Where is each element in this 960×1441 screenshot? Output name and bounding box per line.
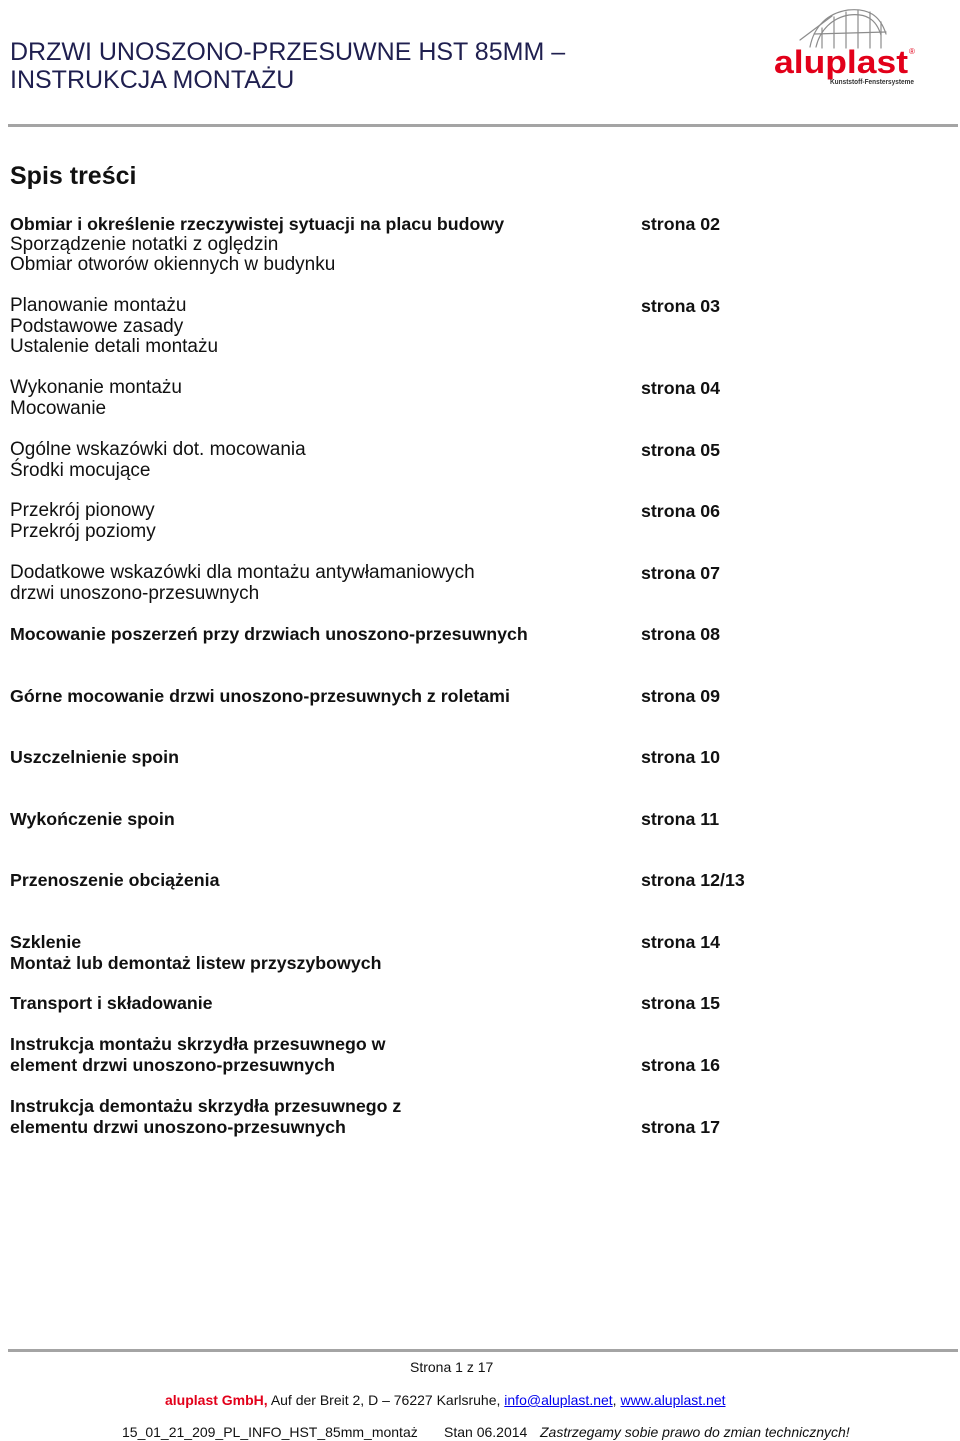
- toc-entry-page: strona 14: [641, 932, 721, 952]
- toc-entry-subtitle: Przekrój poziomy: [10, 520, 156, 542]
- link-separator: ,: [612, 1392, 617, 1408]
- toc-entry-title: Wykonanie montażu: [10, 377, 182, 398]
- house-sketch-transom: [814, 32, 886, 34]
- toc-entry-title-continued: drzwi unoszono-przesuwnych: [10, 582, 260, 604]
- toc-entry-page: strona 10: [641, 747, 721, 767]
- toc-entry-title: Obmiar i określenie rzeczywistej sytuacji na placu budowy: [10, 214, 505, 234]
- company-name: aluplast GmbH,: [165, 1392, 268, 1408]
- toc-entry-subtitle: Ustalenie detali montażu: [10, 336, 219, 357]
- toc-entry-page: strona 06: [641, 501, 721, 521]
- toc-entry-subtitle: Montaż lub demontaż listew przyszybowych: [10, 952, 382, 973]
- toc-entry: [10, 932, 770, 973]
- toc-heading: Spis treści: [10, 162, 137, 190]
- header-divider: [8, 124, 958, 127]
- toc-entry-page: strona 17: [641, 1116, 721, 1137]
- toc-entry-title: Uszczelnienie spoin: [10, 747, 179, 767]
- toc-entry-title: Mocowanie poszerzeń przy drzwiach unoszono-przesuwnych: [10, 624, 528, 644]
- logo-tagline-text: Kunststoff-Fenstersysteme: [830, 77, 914, 86]
- toc-entry-title: Transport i składowanie: [10, 993, 213, 1013]
- toc-entry-page: strona 15: [641, 993, 721, 1013]
- toc-entry: [10, 501, 770, 542]
- toc-entry-title-continued: elementu drzwi unoszono-przesuwnych: [10, 1116, 346, 1137]
- toc-entry-subtitle: Podstawowe zasady: [10, 315, 184, 337]
- toc-entry: [10, 1034, 770, 1075]
- toc-entry-title: Dodatkowe wskazówki dla montażu antywłamaniowych: [10, 562, 475, 583]
- toc-entry-title: Przekrój pionowy: [10, 500, 155, 521]
- document-title-line-2: INSTRUKCJA MONTAŻU: [10, 66, 295, 94]
- house-sketch-perspective: [800, 16, 832, 40]
- toc-entry-page: strona 04: [641, 378, 721, 398]
- toc-entry: [10, 378, 770, 419]
- toc-entry-page: strona 02: [641, 214, 721, 234]
- company-address: Auf der Breit 2, D – 76227 Karlsruhe,: [270, 1392, 501, 1408]
- toc-entry: [10, 440, 770, 481]
- toc-entry: [10, 214, 770, 276]
- toc-entry-title: Instrukcja montażu skrzydła przesuwnego w: [10, 1034, 386, 1054]
- email-link[interactable]: info@aluplast.net: [504, 1392, 613, 1408]
- toc-entry-page: strona 16: [641, 1054, 721, 1075]
- toc-entry-title: Szklenie: [10, 932, 82, 952]
- aluplast-logo: [770, 4, 920, 90]
- logo-registered-mark: ®: [909, 47, 915, 56]
- toc-entry-page: strona 07: [641, 563, 721, 583]
- toc-entry-subtitle: Środki mocujące: [10, 459, 151, 481]
- disclaimer-text: Zastrzegamy sobie prawo do zmian technicznych!: [540, 1424, 850, 1440]
- toc-entry-title: Instrukcja demontażu skrzydła przesuwnego z: [10, 1096, 402, 1116]
- toc-entry: [10, 563, 770, 604]
- toc-entry: [10, 870, 770, 891]
- toc-entry-title: Wykończenie spoin: [10, 809, 175, 829]
- toc-entry-title: Przenoszenie obciążenia: [10, 870, 220, 890]
- toc-entry: [10, 993, 770, 1014]
- toc-entry-page: strona 09: [641, 686, 721, 706]
- house-sketch-icon: [800, 10, 886, 48]
- toc-entry-page: strona 11: [641, 809, 720, 829]
- website-link[interactable]: www.aluplast.net: [620, 1392, 726, 1408]
- toc-entry-page: strona 08: [641, 624, 721, 644]
- toc-entry: [10, 747, 770, 768]
- page-indicator: Strona 1 z 17: [410, 1359, 494, 1375]
- toc-entry: [10, 296, 770, 358]
- toc-entry-page: strona 12/13: [641, 870, 745, 890]
- toc-entry-page: strona 05: [641, 440, 721, 460]
- toc-entry-title-continued: element drzwi unoszono-przesuwnych: [10, 1054, 336, 1075]
- toc-entry-title: Planowanie montażu: [10, 295, 187, 316]
- document-title-line-1: DRZWI UNOSZONO-PRZESUWNE HST 85MM –: [10, 38, 566, 66]
- toc-entry-subtitle: Obmiar otworów okiennych w budynku: [10, 254, 336, 275]
- toc-entry-subtitle: Mocowanie: [10, 397, 107, 419]
- toc-entry: [10, 1096, 770, 1137]
- toc-entry-subtitle: Sporządzenie notatki z oględzin: [10, 233, 279, 255]
- toc-entry: [10, 809, 770, 830]
- document-id: 15_01_21_209_PL_INFO_HST_85mm_montaż: [122, 1424, 418, 1440]
- toc-entry: [10, 624, 770, 645]
- logo-brand-text: aluplast: [774, 44, 909, 80]
- toc-entry-title: Ogólne wskazówki dot. mocowania: [10, 439, 306, 460]
- toc-entry-page: strona 03: [641, 296, 721, 316]
- company-address-line: [165, 1392, 726, 1408]
- document-status-date: Stan 06.2014: [444, 1424, 528, 1440]
- toc-entry-title: Górne mocowanie drzwi unoszono-przesuwnych z roletami: [10, 686, 510, 706]
- footer-divider: [8, 1349, 958, 1352]
- toc-entry: [10, 686, 770, 707]
